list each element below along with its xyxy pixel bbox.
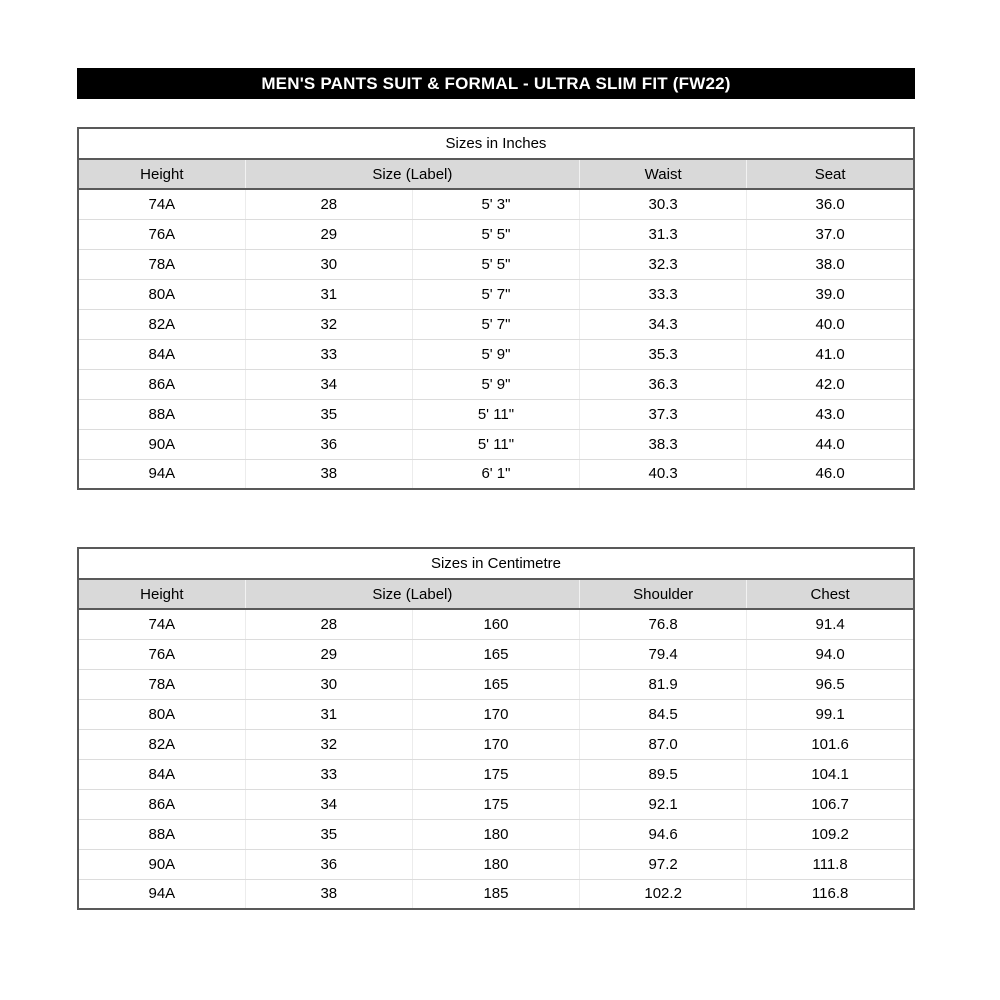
table-cell: 90A: [78, 429, 245, 459]
table-cell: 101.6: [747, 729, 914, 759]
table-cell: 81.9: [580, 669, 747, 699]
table-cell: 86A: [78, 789, 245, 819]
table-caption: Sizes in Centimetre: [78, 548, 914, 579]
table-row: [78, 369, 914, 399]
table-cell: 160: [412, 609, 579, 639]
table-row: [78, 849, 914, 879]
table-row: [78, 189, 914, 219]
table-cell: 79.4: [580, 639, 747, 669]
table-row: [78, 249, 914, 279]
table-row: [78, 759, 914, 789]
column-header-seat: Seat: [747, 159, 914, 189]
table-cell: 30.3: [580, 189, 747, 219]
table-cell: 175: [412, 759, 579, 789]
table-cell: 42.0: [747, 369, 914, 399]
table-cell: 76A: [78, 639, 245, 669]
table-cell: 80A: [78, 279, 245, 309]
table-cell: 5' 7": [412, 279, 579, 309]
table-row: [78, 729, 914, 759]
table-cell: 37.0: [747, 219, 914, 249]
table-row: [78, 219, 914, 249]
column-header-chest: Chest: [747, 579, 914, 609]
table-cell: 33: [245, 339, 412, 369]
table-row: [78, 639, 914, 669]
table-cell: 80A: [78, 699, 245, 729]
table-cell: 36: [245, 849, 412, 879]
table-caption-row: [78, 548, 914, 579]
table-row: [78, 399, 914, 429]
table-cell: 92.1: [580, 789, 747, 819]
table-cell: 40.0: [747, 309, 914, 339]
column-header-size-label: Size (Label): [245, 579, 579, 609]
column-header-size-label: Size (Label): [245, 159, 579, 189]
table-cell: 28: [245, 189, 412, 219]
table-cell: 38.0: [747, 249, 914, 279]
table-cell: 82A: [78, 309, 245, 339]
table-cell: 30: [245, 249, 412, 279]
table-header-row: [78, 579, 914, 609]
size-table-sizes-in-centimetre: [77, 547, 915, 910]
table-cell: 74A: [78, 609, 245, 639]
table-cell: 32: [245, 729, 412, 759]
table-cell: 180: [412, 819, 579, 849]
table-cell: 97.2: [580, 849, 747, 879]
table-cell: 94.6: [580, 819, 747, 849]
table-cell: 94A: [78, 459, 245, 489]
table-cell: 34: [245, 369, 412, 399]
table-row: [78, 459, 914, 489]
table-cell: 6' 1": [412, 459, 579, 489]
table-cell: 84A: [78, 339, 245, 369]
table-cell: 116.8: [747, 879, 914, 909]
table-cell: 180: [412, 849, 579, 879]
table-row: [78, 879, 914, 909]
table-cell: 38.3: [580, 429, 747, 459]
table-cell: 102.2: [580, 879, 747, 909]
size-table-sizes-in-inches: [77, 127, 915, 490]
table-cell: 76A: [78, 219, 245, 249]
table-cell: 31.3: [580, 219, 747, 249]
table-cell: 36: [245, 429, 412, 459]
table-cell: 38: [245, 879, 412, 909]
table-cell: 90A: [78, 849, 245, 879]
column-header-height: Height: [78, 159, 245, 189]
table-cell: 106.7: [747, 789, 914, 819]
table-row: [78, 309, 914, 339]
table-row: [78, 669, 914, 699]
table-cell: 165: [412, 639, 579, 669]
table-cell: 38: [245, 459, 412, 489]
table-cell: 82A: [78, 729, 245, 759]
table-cell: 35: [245, 399, 412, 429]
table-cell: 34: [245, 789, 412, 819]
table-cell: 109.2: [747, 819, 914, 849]
table-cell: 78A: [78, 669, 245, 699]
table-cell: 5' 9": [412, 339, 579, 369]
table-cell: 32: [245, 309, 412, 339]
table-cell: 29: [245, 219, 412, 249]
table-cell: 94A: [78, 879, 245, 909]
table-cell: 94.0: [747, 639, 914, 669]
table-cell: 165: [412, 669, 579, 699]
table-row: [78, 789, 914, 819]
table-cell: 111.8: [747, 849, 914, 879]
table-cell: 36.0: [747, 189, 914, 219]
table-cell: 89.5: [580, 759, 747, 789]
table-row: [78, 429, 914, 459]
table-row: [78, 699, 914, 729]
table-cell: 84A: [78, 759, 245, 789]
table-cell: 46.0: [747, 459, 914, 489]
table-cell: 76.8: [580, 609, 747, 639]
table-cell: 31: [245, 699, 412, 729]
table-cell: 39.0: [747, 279, 914, 309]
column-header-waist: Waist: [580, 159, 747, 189]
table-cell: 170: [412, 729, 579, 759]
table-cell: 185: [412, 879, 579, 909]
table-row: [78, 339, 914, 369]
table-cell: 5' 5": [412, 249, 579, 279]
title-bar: [77, 68, 915, 99]
table-caption-row: [78, 128, 914, 159]
table-cell: 87.0: [580, 729, 747, 759]
table-cell: 44.0: [747, 429, 914, 459]
table-cell: 5' 5": [412, 219, 579, 249]
column-header-shoulder: Shoulder: [580, 579, 747, 609]
table-cell: 30: [245, 669, 412, 699]
table-cell: 28: [245, 609, 412, 639]
table-row: [78, 609, 914, 639]
table-cell: 33.3: [580, 279, 747, 309]
table-cell: 41.0: [747, 339, 914, 369]
table-row: [78, 279, 914, 309]
table-cell: 35.3: [580, 339, 747, 369]
table-cell: 99.1: [747, 699, 914, 729]
table-cell: 88A: [78, 399, 245, 429]
table-cell: 5' 11": [412, 399, 579, 429]
table-cell: 170: [412, 699, 579, 729]
table-header-row: [78, 159, 914, 189]
table-cell: 91.4: [747, 609, 914, 639]
table-cell: 96.5: [747, 669, 914, 699]
table-cell: 5' 7": [412, 309, 579, 339]
table-cell: 86A: [78, 369, 245, 399]
table-cell: 43.0: [747, 399, 914, 429]
column-header-height: Height: [78, 579, 245, 609]
table-cell: 5' 3": [412, 189, 579, 219]
table-cell: 74A: [78, 189, 245, 219]
table-cell: 31: [245, 279, 412, 309]
table-cell: 37.3: [580, 399, 747, 429]
table-cell: 78A: [78, 249, 245, 279]
table-cell: 175: [412, 789, 579, 819]
table-cell: 29: [245, 639, 412, 669]
table-cell: 36.3: [580, 369, 747, 399]
table-cell: 84.5: [580, 699, 747, 729]
page-title: MEN'S PANTS SUIT & FORMAL - ULTRA SLIM FIT (FW22): [261, 73, 731, 93]
table-cell: 32.3: [580, 249, 747, 279]
table-caption: Sizes in Inches: [78, 128, 914, 159]
table-cell: 40.3: [580, 459, 747, 489]
table-cell: 35: [245, 819, 412, 849]
table-row: [78, 819, 914, 849]
table-cell: 104.1: [747, 759, 914, 789]
table-cell: 5' 11": [412, 429, 579, 459]
table-cell: 5' 9": [412, 369, 579, 399]
table-cell: 88A: [78, 819, 245, 849]
table-cell: 34.3: [580, 309, 747, 339]
table-cell: 33: [245, 759, 412, 789]
